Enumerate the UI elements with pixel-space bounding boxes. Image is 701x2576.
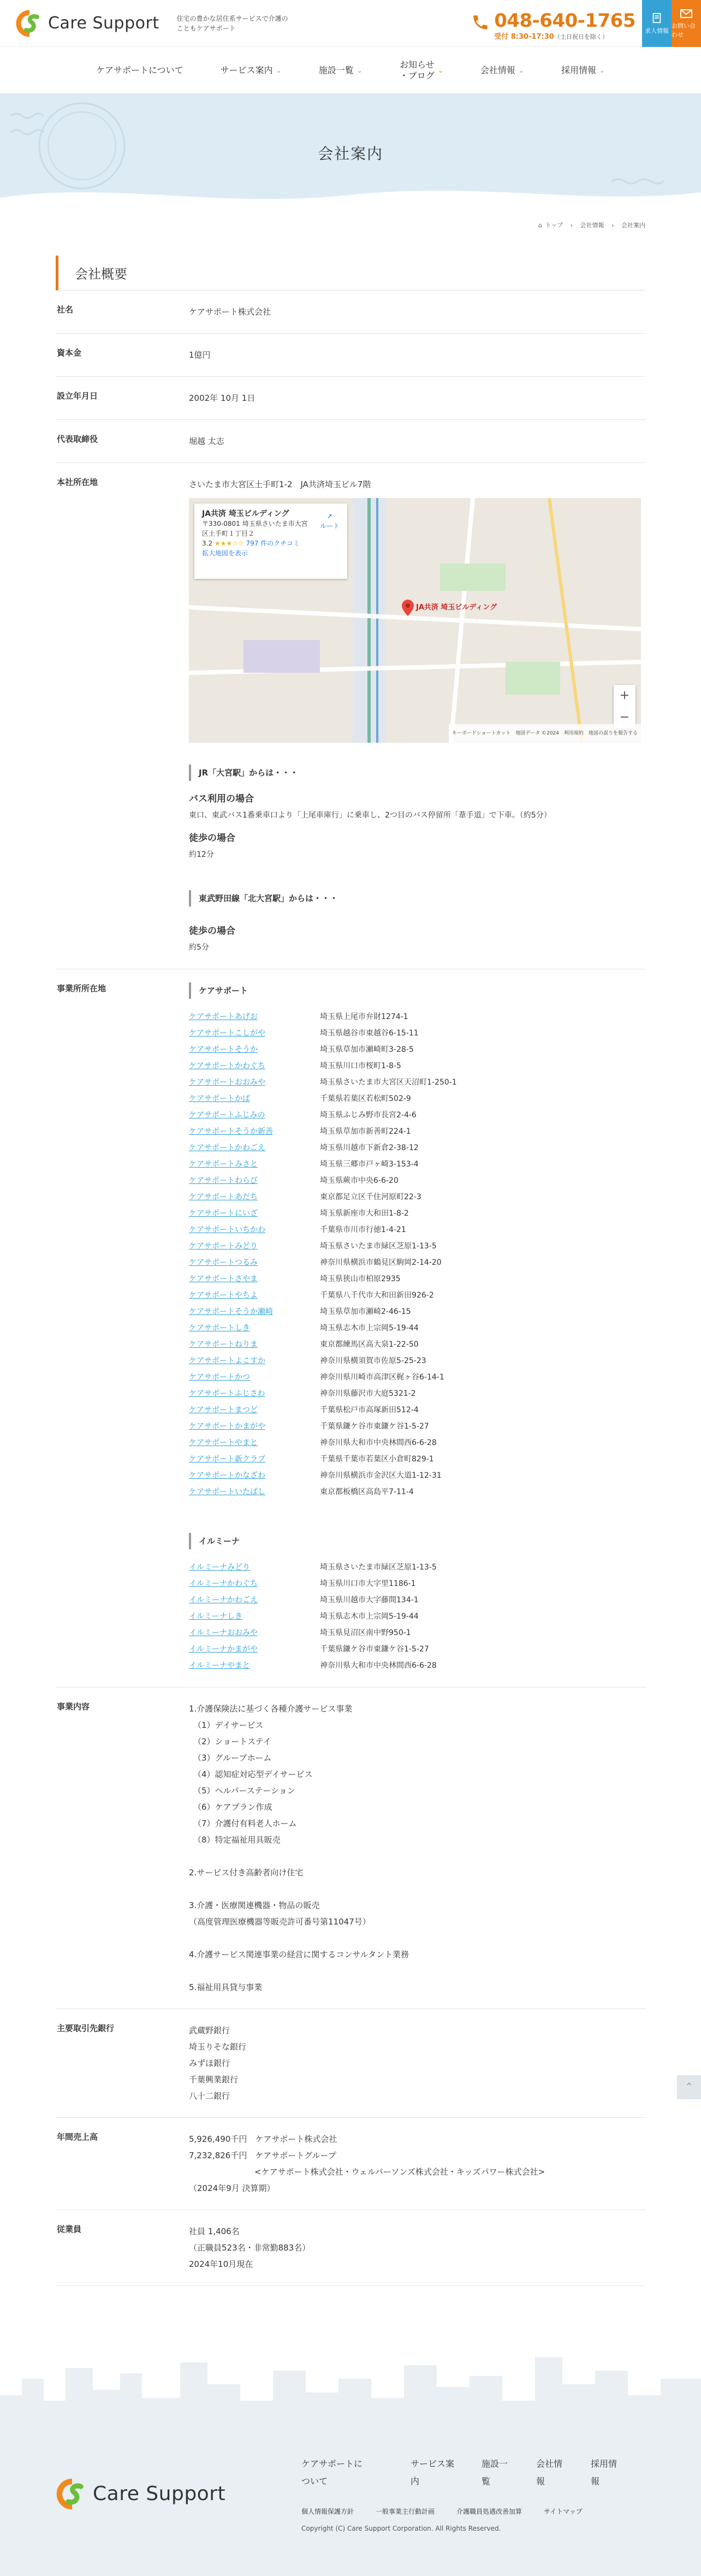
- cs-office-link[interactable]: ケアサポートかわぐち: [189, 1062, 265, 1070]
- cs-office-link[interactable]: ケアサポートいたばし: [189, 1488, 265, 1496]
- th-capital: 資本金: [57, 348, 82, 358]
- il-office-address: 埼玉県川口市大字里1186-1: [320, 1579, 416, 1588]
- chevron-down-icon: ⌄: [357, 66, 363, 74]
- business-line: （7）介護付有料老人ホーム: [193, 1819, 297, 1828]
- phone-block[interactable]: [471, 11, 635, 41]
- banks-line: 千葉興業銀行: [189, 2075, 239, 2085]
- page-hero: [0, 94, 701, 209]
- td-name: ケアサポート株式会社: [189, 307, 271, 317]
- row-staff: [56, 2210, 645, 2286]
- cs-office-link[interactable]: ケアサポートふじみの: [189, 1111, 265, 1120]
- document-icon: [651, 12, 663, 24]
- route-icon: ➚: [326, 512, 333, 520]
- office-group-illumina: イルミーナ: [189, 1533, 645, 1549]
- il-office-address: 埼玉県さいたま市緑区芝原1-13-5: [320, 1563, 437, 1572]
- cs-office-address: 埼玉県三郷市戸ヶ崎3-153-4: [320, 1160, 419, 1169]
- star-icon: ★★★☆☆: [214, 540, 244, 547]
- il-office-address: 埼玉県志木市上宗岡5-19-44: [320, 1612, 419, 1621]
- global-nav: [0, 47, 701, 94]
- footer-nav-company[interactable]: 会社情報: [536, 2459, 563, 2486]
- map-reviews[interactable]: 797 件のクチコミ: [246, 540, 300, 547]
- access-walk-text-2: 約5分: [189, 943, 209, 952]
- cs-office-address: 千葉県八千代市大和田新田926-2: [320, 1291, 434, 1300]
- footer-link-treatment[interactable]: 介護職員処遇改善加算: [456, 2508, 522, 2515]
- business-line: （1）デイサービス: [193, 1720, 264, 1730]
- logo-mark-icon: [15, 9, 44, 38]
- cs-office-link[interactable]: ケアサポートそうか: [189, 1045, 258, 1054]
- cs-office-link[interactable]: ケアサポートつるみ: [189, 1258, 258, 1267]
- th-address: 本社所在地: [57, 477, 98, 487]
- map-pin[interactable]: [402, 600, 497, 616]
- cs-office-address: 神奈川県川崎市高津区梶ヶ谷6-14-1: [320, 1373, 444, 1382]
- cs-office-address: 埼玉県越谷市東越谷6-15-11: [320, 1029, 419, 1038]
- cs-office-link[interactable]: ケアサポートまつど: [189, 1406, 258, 1414]
- chevron-up-icon: ⌃: [685, 2081, 693, 2093]
- il-office-address: 千葉県鎌ケ谷市東鎌ケ谷1-5-27: [320, 1645, 429, 1654]
- td-founded: 2002年 10月 1日: [189, 393, 256, 403]
- back-to-top-button[interactable]: [677, 2075, 701, 2099]
- cs-office-link[interactable]: ケアサポートみさと: [189, 1160, 258, 1169]
- home-icon: ⌂: [538, 222, 543, 229]
- cs-office-link[interactable]: ケアサポートかまがや: [189, 1422, 265, 1431]
- banks-line: みずほ銀行: [189, 2058, 230, 2068]
- th-offices: 事業所所在地: [57, 984, 106, 993]
- recruit-button[interactable]: [642, 0, 672, 47]
- il-office-link[interactable]: イルミーナかわごえ: [189, 1596, 258, 1604]
- cs-office-address: 埼玉県草加市新善町224-1: [320, 1127, 411, 1136]
- cs-office-address: 埼玉県上尾市弁財1274-1: [320, 1012, 408, 1021]
- nav-news[interactable]: [381, 60, 462, 81]
- rating-value: 3.2: [202, 540, 213, 547]
- route-label: ルート: [319, 522, 340, 530]
- nav-recruit-label: 採用情報: [561, 64, 596, 75]
- map-pin-icon: [402, 600, 414, 616]
- section-title: 会社概要: [56, 256, 645, 291]
- footer-nav-recruit[interactable]: 採用情報: [591, 2459, 617, 2486]
- sales-line: 7,232,826千円 ケアサポートグループ: [189, 2151, 336, 2160]
- access-jr-heading: JR「大宮駅」からは・・・: [189, 765, 645, 781]
- map-card-name: JA共済 埼玉ビルディング: [202, 510, 289, 518]
- map-enlarge-link[interactable]: 拡大地図を表示: [202, 549, 248, 557]
- access-bus-text: 東口、東武バス1番乗車口より「上尾車庫行」に乗車し、2つ目のバス停留所「葦手道」で下車。（約5分）: [189, 811, 551, 820]
- cs-office-link[interactable]: ケアサポートおおみや: [189, 1078, 265, 1087]
- banks-line: 八十二銀行: [189, 2091, 230, 2101]
- office-list-caresupport: [189, 1009, 645, 1500]
- chevron-down-icon: ⌄: [437, 66, 443, 74]
- th-sales: 年間売上高: [57, 2132, 98, 2142]
- cs-office-address: 埼玉県草加市瀬崎町3-28-5: [320, 1045, 414, 1054]
- cs-office-link[interactable]: ケアサポートよこすか: [189, 1357, 265, 1365]
- hours-note: （土日祝日を除く）: [554, 33, 608, 40]
- footer-logo[interactable]: [56, 2455, 301, 2532]
- google-map[interactable]: [189, 498, 641, 743]
- cs-office-link[interactable]: ケアサポートやまと: [189, 1438, 258, 1447]
- banks-line: 武蔵野銀行: [189, 2026, 230, 2035]
- td-capital: 1億円: [189, 350, 211, 360]
- il-office-link[interactable]: イルミーナかわぐち: [189, 1579, 258, 1588]
- business-line: （8）特定福祉用具販売: [193, 1835, 281, 1845]
- footer-link-action-plan[interactable]: 一般事業主行動計画: [376, 2508, 435, 2515]
- cs-office-address: 神奈川県横浜市鶴見区駒岡2-14-20: [320, 1258, 442, 1267]
- footer-cityscape: [0, 2346, 701, 2428]
- cs-office-link[interactable]: ケアサポートしき: [189, 1324, 250, 1333]
- cs-office-address: 神奈川県横浜市金沢区大道1-12-31: [320, 1471, 442, 1480]
- cs-office-address: 千葉県市川市行徳1-4-21: [320, 1225, 406, 1234]
- nav-company-label: 会社情報: [480, 64, 515, 75]
- contact-button[interactable]: [672, 0, 701, 47]
- td-business: [189, 1701, 645, 1995]
- row-sales: [56, 2118, 645, 2210]
- business-line: （5）ヘルパーステーション: [193, 1786, 295, 1796]
- nav-services-label: サービス案内: [220, 64, 273, 75]
- zoom-in-icon[interactable]: +: [619, 689, 630, 702]
- footer-nav-about[interactable]: ケアサポートについて: [301, 2459, 363, 2486]
- banks-line: 埼玉りそな銀行: [189, 2042, 247, 2052]
- th-name: 社名: [57, 305, 74, 315]
- map-footer: キーボードショートカット 地図データ ©2024 利用規約 地図の誤りを報告する: [449, 724, 641, 743]
- cs-office-link[interactable]: ケアサポートかなざわ: [189, 1471, 265, 1480]
- chevron-down-icon: ⌄: [599, 66, 605, 74]
- contact-label: お問い合わせ: [672, 22, 696, 38]
- business-line: [189, 1848, 645, 1864]
- cs-office-address: 神奈川県大和市中央林間西6-6-28: [320, 1438, 437, 1447]
- business-line: 1.介護保険法に基づく各種介護サービス事業: [189, 1704, 353, 1714]
- map-route[interactable]: [320, 511, 340, 531]
- td-banks: [189, 2022, 645, 2104]
- access-walk-heading-2: 徒歩の場合: [189, 926, 235, 937]
- business-line: 2.サービス付き高齢者向け住宅: [189, 1868, 304, 1878]
- cs-office-address: 埼玉県蕨市中央6-6-20: [320, 1176, 399, 1185]
- breadcrumb-current: 会社案内: [621, 222, 645, 229]
- nav-company[interactable]: [462, 65, 543, 76]
- cs-office-address: 東京都足立区千住河原町22-3: [320, 1193, 421, 1201]
- business-line: [189, 1930, 645, 1946]
- map-card-address: 〒330-0801 埼玉県さいたま市大宮区土手町１丁目２: [202, 520, 308, 537]
- office-group-caresupport: ケアサポート: [189, 982, 645, 999]
- business-line: [189, 1881, 645, 1897]
- footer-link-sitemap[interactable]: サイトマップ: [544, 2508, 583, 2515]
- row-offices: [56, 969, 645, 1687]
- cs-office-address: 埼玉県川口市桜町1-8-5: [320, 1062, 401, 1070]
- th-staff: 従業員: [57, 2224, 82, 2234]
- business-line: （3）グループホーム: [193, 1753, 272, 1763]
- nav-about[interactable]: [78, 65, 202, 76]
- business-line: （高度管理医療機器等販売許可番号第11047号）: [189, 1917, 371, 1927]
- cs-office-link[interactable]: ケアサポートみどり: [189, 1242, 258, 1251]
- footer-nav-facilities[interactable]: 施設一覧: [482, 2459, 508, 2486]
- cs-office-address: 神奈川県藤沢市大庭5321-2: [320, 1389, 416, 1398]
- main-content: [56, 256, 645, 2286]
- td-offices: [189, 982, 645, 1674]
- il-office-address: 神奈川県大和市中央林間西6-6-28: [320, 1661, 437, 1670]
- breadcrumb-sep-icon: ›: [570, 222, 573, 229]
- cs-office-link[interactable]: ケアサポートにいざ: [189, 1209, 258, 1218]
- nav-recruit[interactable]: [543, 65, 623, 76]
- il-office-link[interactable]: イルミーナみどり: [189, 1563, 250, 1572]
- th-business: 事業内容: [57, 1702, 90, 1712]
- il-office-link[interactable]: イルミーナやまと: [189, 1661, 250, 1670]
- cs-office-address: 千葉県若葉区若松町502-9: [320, 1094, 411, 1103]
- cs-office-address: 埼玉県狭山市柏原2935: [320, 1275, 401, 1283]
- footer-nav-services[interactable]: サービス案内: [411, 2459, 455, 2486]
- cs-office-link[interactable]: ケアサポートこしがや: [189, 1029, 265, 1038]
- breadcrumb-sep-icon: ›: [611, 222, 614, 229]
- copyright: Copyright (C) Care Support Corporation. All Rights Reserved.: [301, 2525, 501, 2532]
- il-office-link[interactable]: イルミーナおおみや: [189, 1628, 258, 1637]
- map-pin-label: JA共済 埼玉ビルディング: [416, 603, 497, 612]
- site-header: [0, 0, 701, 47]
- map-zoom-control[interactable]: [614, 685, 635, 729]
- recruit-label: 求人情報: [645, 27, 669, 34]
- row-founded: [56, 377, 645, 420]
- cs-office-address: 埼玉県さいたま市緑区芝原1-13-5: [320, 1242, 437, 1251]
- cs-office-address: 東京都板橋区高島平7-11-4: [320, 1488, 414, 1496]
- row-banks: [56, 2009, 645, 2118]
- nav-facilities[interactable]: [300, 65, 381, 76]
- staff-line: 2024年10月現在: [189, 2259, 253, 2269]
- td-sales: [189, 2131, 645, 2196]
- mail-icon: [680, 8, 693, 19]
- phone-number: 048-640-1765: [494, 10, 635, 32]
- il-office-link[interactable]: イルミーナかまがや: [189, 1645, 258, 1654]
- td-ceo: 堀越 太志: [189, 436, 224, 446]
- cs-office-link[interactable]: ケアサポートわらび: [189, 1176, 258, 1185]
- cityscape-decoration: [0, 2346, 701, 2428]
- address-text: さいたま市大宮区土手町1-2 JA共済埼玉ビル7階: [189, 479, 371, 489]
- business-line: （6）ケアプラン作成: [193, 1802, 272, 1812]
- row-ceo: [56, 420, 645, 463]
- business-line: （4）認知症対応型デイサービス: [193, 1769, 313, 1779]
- il-office-link[interactable]: イルミーナしき: [189, 1612, 242, 1621]
- site-footer: [0, 2428, 701, 2576]
- logo-mark-icon: [56, 2478, 88, 2510]
- td-address: [189, 476, 645, 956]
- zoom-out-icon[interactable]: −: [619, 710, 630, 724]
- map-rating: [202, 538, 340, 548]
- cs-office-address: 埼玉県さいたま市大宮区天沼町1-250-1: [320, 1078, 457, 1087]
- nav-about-label: ケアサポートについて: [96, 64, 183, 75]
- th-ceo: 代表取締役: [57, 434, 98, 444]
- access-bus-heading: バス利用の場合: [189, 793, 254, 804]
- cs-office-link[interactable]: ケアサポートかつ: [189, 1373, 250, 1382]
- phone-hours: [494, 31, 635, 41]
- row-capital: [56, 334, 645, 377]
- cs-office-link[interactable]: ケアサポートかわごえ: [189, 1144, 265, 1152]
- page-title: 会社案内: [317, 145, 383, 163]
- th-banks: 主要取引先銀行: [57, 2023, 115, 2033]
- site-tagline: 住宅の豊かな居住系サービスで介護のこともケアサポート: [176, 14, 288, 32]
- site-logo[interactable]: [15, 9, 159, 38]
- footer-link-privacy[interactable]: 個人情報保護方針: [301, 2508, 354, 2515]
- nav-facilities-label: 施設一覧: [318, 64, 354, 75]
- business-line: 3.介護・医療関連機器・物品の販売: [189, 1900, 320, 1910]
- cs-office-link[interactable]: ケアサポートいちかわ: [189, 1225, 265, 1234]
- footer-logo-text: Care Support: [93, 2483, 226, 2505]
- sales-line: （2024年9月 決算期）: [189, 2183, 275, 2193]
- row-name: [56, 291, 645, 334]
- hero-wave-decoration: [0, 176, 701, 209]
- map-info-card: [194, 504, 347, 579]
- cs-office-address: 埼玉県草加市瀬崎2-46-15: [320, 1307, 411, 1316]
- cs-office-address: 埼玉県ふじみ野市長宮2-4-6: [320, 1111, 417, 1120]
- cs-office-address: 千葉県鎌ケ谷市東鎌ケ谷1-5-27: [320, 1422, 429, 1431]
- cs-office-link[interactable]: ケアサポートさやま: [189, 1275, 258, 1283]
- business-line: （2）ショートステイ: [193, 1737, 271, 1746]
- business-line: 5.福祉用具貸与事業: [189, 1982, 263, 1992]
- access-tobu-heading: 東武野田線「北大宮駅」からは・・・: [189, 890, 645, 907]
- cs-office-link[interactable]: ケアサポートねりま: [189, 1340, 258, 1349]
- cs-office-link[interactable]: ケアサポート新クラブ: [189, 1455, 265, 1464]
- cs-office-link[interactable]: ケアサポートそうか瀬崎: [189, 1307, 273, 1316]
- business-line: [189, 1963, 645, 1979]
- cs-office-address: 埼玉県川越市下新倉2-38-12: [320, 1144, 419, 1152]
- breadcrumb: [56, 221, 645, 229]
- sales-line: <ケアサポート株式会社・ウェルパーソンズ株式会社・キッズパワー株式会社>: [189, 2167, 545, 2177]
- access-walk-text: 約12分: [189, 850, 214, 859]
- cs-office-link[interactable]: ケアサポートそうか新善: [189, 1127, 273, 1136]
- cs-office-link[interactable]: ケアサポートやちよ: [189, 1291, 258, 1300]
- office-list-illumina: [189, 1559, 645, 1674]
- logo-text: Care Support: [48, 14, 159, 33]
- cs-office-link[interactable]: ケアサポートあだち: [189, 1193, 258, 1201]
- breadcrumb-top[interactable]: トップ: [545, 222, 563, 229]
- il-office-address: 埼玉県見沼区南中野950-1: [320, 1628, 411, 1637]
- il-office-address: 埼玉県川越市大字藤間134-1: [320, 1596, 419, 1604]
- cs-office-link[interactable]: ケアサポートあげお: [189, 1012, 258, 1021]
- cs-office-address: 東京都練馬区高大泉1-22-50: [320, 1340, 419, 1349]
- hours-text: 受付 8:30-17:30: [494, 33, 554, 41]
- row-business: [56, 1687, 645, 2009]
- sales-line: 5,926,490千円 ケアサポート株式会社: [189, 2134, 337, 2144]
- td-staff: [189, 2223, 645, 2272]
- staff-line: 社員 1,406名: [189, 2226, 240, 2236]
- th-founded: 設立年月日: [57, 391, 98, 401]
- cs-office-address: 神奈川県横須賀市佐原5-25-23: [320, 1357, 426, 1365]
- cs-office-link[interactable]: ケアサポートふじさわ: [189, 1389, 265, 1398]
- row-address: [56, 463, 645, 969]
- cs-office-link[interactable]: ケアサポートかば: [189, 1094, 250, 1103]
- chevron-down-icon: ⌄: [276, 66, 282, 74]
- cs-office-address: 埼玉県新座市大和田1-8-2: [320, 1209, 409, 1218]
- breadcrumb-company[interactable]: 会社情報: [580, 222, 604, 229]
- staff-line: （正職員523名・非常勤883名）: [189, 2243, 311, 2253]
- business-line: 4.介護サービス関連事業の経営に関するコンサルタント業務: [189, 1950, 409, 1959]
- cs-office-address: 埼玉県志木市上宗岡5-19-44: [320, 1324, 419, 1333]
- access-walk-heading: 徒歩の場合: [189, 833, 235, 844]
- footer-nav: [301, 2455, 645, 2532]
- nav-news-label: お知らせ ・ブログ: [399, 59, 435, 81]
- cs-office-address: 千葉県松戸市高塚新田512-4: [320, 1406, 419, 1414]
- phone-icon: [471, 13, 490, 32]
- chevron-down-icon: ⌄: [518, 66, 524, 74]
- nav-services[interactable]: [202, 65, 300, 76]
- cs-office-address: 千葉県千葉市若葉区小倉町829-1: [320, 1455, 434, 1464]
